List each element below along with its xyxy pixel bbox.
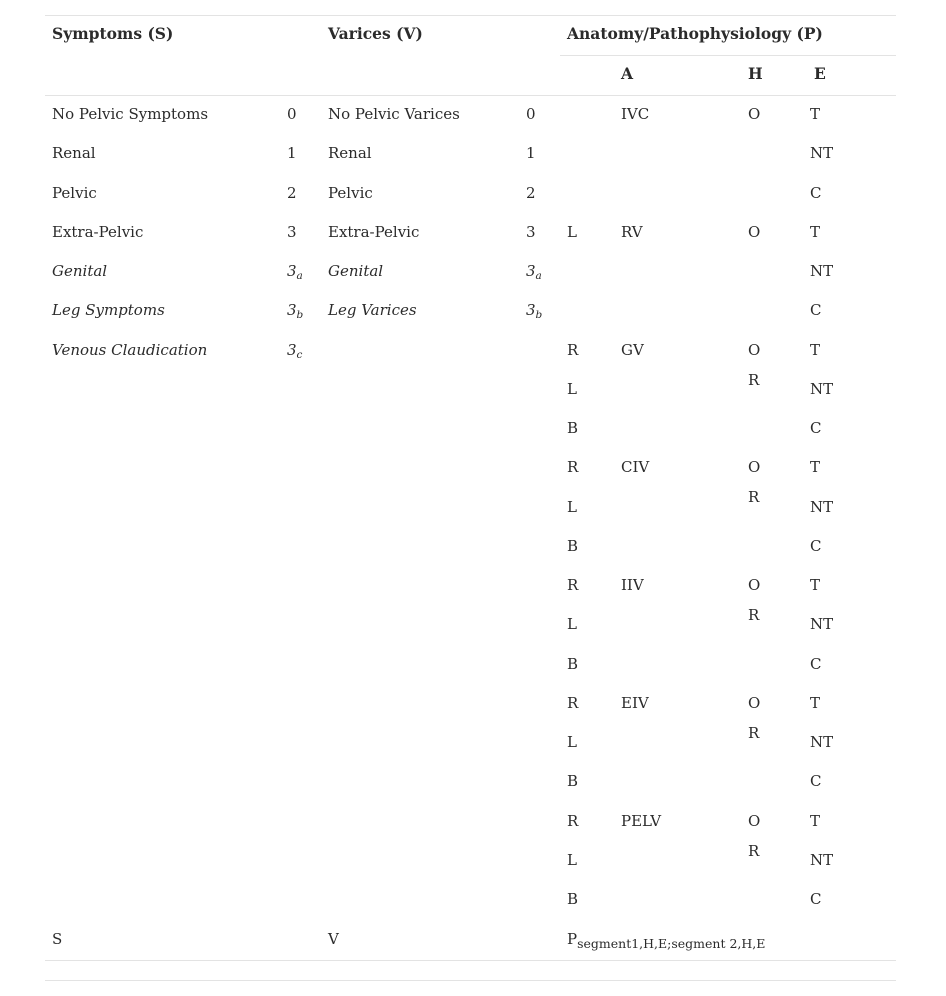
symptom-code-subscript: b	[296, 309, 304, 321]
anatomy-side	[567, 733, 577, 751]
anatomy-e-text: C	[810, 772, 822, 790]
varix-code	[526, 223, 536, 241]
symptom-code-text: 2	[287, 184, 297, 202]
anatomy-side	[567, 341, 578, 359]
anatomy-e	[810, 184, 821, 202]
varix-code-text: 2	[526, 184, 536, 202]
varix-code-text: 0	[526, 105, 536, 123]
symptom-code	[287, 144, 297, 162]
anatomy-side	[567, 615, 577, 633]
anatomy-side-text: R	[567, 341, 579, 359]
anatomy-segment	[621, 105, 649, 123]
anatomy-segment-text: RV	[621, 223, 643, 241]
symptom-label	[52, 144, 96, 162]
varix-code-subscript: a	[535, 270, 542, 282]
anatomy-side-text: R	[567, 812, 579, 830]
header-a: A	[621, 64, 634, 83]
anatomy-e	[810, 223, 820, 241]
varix-label-text: No Pelvic Varices	[328, 105, 460, 123]
varix-code	[526, 105, 536, 123]
anatomy-e-text: NT	[810, 851, 834, 869]
anatomy-e	[810, 144, 833, 162]
anatomy-segment-text: GV	[621, 341, 644, 359]
symptom-label-text: Genital	[52, 262, 108, 280]
anatomy-h	[748, 223, 760, 241]
anatomy-e-text: T	[810, 458, 821, 476]
anatomy-h	[748, 458, 760, 476]
symptom-code	[287, 223, 297, 241]
varix-label-text: Extra-Pelvic	[328, 223, 420, 241]
anatomy-e-text: NT	[810, 144, 834, 162]
anatomy-segment-text: EIV	[621, 694, 649, 712]
anatomy-segment-text: IIV	[621, 576, 644, 594]
anatomy-side-text: L	[567, 615, 577, 633]
symptom-label	[52, 301, 165, 319]
anatomy-e	[810, 301, 821, 319]
anatomy-e-text: T	[810, 223, 821, 241]
anatomy-e-text: C	[810, 537, 822, 555]
anatomy-segment	[621, 812, 661, 830]
anatomy-side	[567, 851, 577, 869]
varix-code	[526, 184, 536, 202]
anatomy-h	[748, 488, 759, 506]
anatomy-side	[567, 458, 578, 476]
varix-label-text: Leg Varices	[328, 301, 417, 319]
varix-label	[328, 262, 383, 280]
anatomy-side-text: R	[567, 576, 579, 594]
anatomy-h	[748, 694, 760, 712]
anatomy-h-text: O	[748, 576, 761, 594]
anatomy-h	[748, 576, 760, 594]
symptom-label-text: Venous Claudication	[52, 341, 208, 359]
anatomy-h-text: O	[748, 458, 761, 476]
anatomy-segment	[621, 341, 644, 359]
header-bottom-rule	[45, 95, 896, 96]
varix-code	[526, 301, 542, 319]
anatomy-e	[810, 576, 820, 594]
anatomy-segment-text: CIV	[621, 458, 650, 476]
anatomy-segment	[621, 458, 649, 476]
anatomy-side-text: B	[567, 890, 579, 908]
varix-label-text: Renal	[328, 144, 372, 162]
anatomy-side	[567, 223, 577, 241]
anatomy-side-text: B	[567, 655, 579, 673]
anatomy-h-text: O	[748, 694, 761, 712]
anatomy-e	[810, 655, 821, 673]
varix-label	[328, 184, 373, 202]
anatomy-e	[810, 262, 833, 280]
anatomy-side	[567, 537, 578, 555]
anatomy-e	[810, 380, 833, 398]
footer-p	[567, 930, 766, 951]
anatomy-h-text: R	[748, 488, 760, 506]
table-bottom-rule	[45, 980, 896, 981]
anatomy-segment	[621, 576, 644, 594]
symptom-code-text: 3	[287, 341, 297, 359]
symptom-label-text: No Pelvic Symptoms	[52, 105, 209, 123]
symptom-label-text: Renal	[52, 144, 96, 162]
anatomy-side	[567, 890, 578, 908]
varix-label	[328, 105, 460, 123]
anatomy-e-text: T	[810, 812, 821, 830]
anatomy-e-text: NT	[810, 733, 834, 751]
anatomy-segment	[621, 223, 643, 241]
anatomy-e-text: C	[810, 655, 822, 673]
symptom-code-subscript: a	[296, 270, 303, 282]
anatomy-segment-text: IVC	[621, 105, 650, 123]
anatomy-h-text: R	[748, 371, 760, 389]
symptom-code	[287, 184, 297, 202]
anatomy-h-text: O	[748, 223, 761, 241]
varix-label	[328, 301, 417, 319]
anatomy-side	[567, 380, 577, 398]
anatomy-e	[810, 890, 821, 908]
varix-code-text: 1	[526, 144, 536, 162]
anatomy-e	[810, 694, 820, 712]
footer-rule	[45, 960, 896, 961]
symptom-code-text: 0	[287, 105, 297, 123]
symptom-code-text: 3	[287, 301, 297, 319]
anatomy-e	[810, 341, 820, 359]
symptom-code	[287, 105, 297, 123]
anatomy-e-text: C	[810, 301, 822, 319]
anatomy-e-text: NT	[810, 380, 834, 398]
anatomy-e	[810, 498, 833, 516]
varix-code	[526, 144, 536, 162]
anatomy-e-text: C	[810, 890, 822, 908]
anatomy-side-text: L	[567, 851, 577, 869]
anatomy-e-text: C	[810, 419, 822, 437]
anatomy-side	[567, 694, 578, 712]
varix-label-text: Pelvic	[328, 184, 373, 202]
anatomy-e	[810, 772, 821, 790]
anatomy-side	[567, 772, 578, 790]
anatomy-h	[748, 105, 760, 123]
symptom-label	[52, 184, 97, 202]
anatomy-h-text: O	[748, 105, 761, 123]
anatomy-side	[567, 419, 578, 437]
symptom-code	[287, 301, 303, 319]
header-h: H	[748, 64, 763, 83]
anatomy-side	[567, 655, 578, 673]
symptom-label	[52, 262, 107, 280]
anatomy-h	[748, 842, 759, 860]
header-anatomy: Anatomy/Pathophysiology (P)	[567, 24, 823, 43]
anatomy-h	[748, 724, 759, 742]
varix-code-text: 3	[526, 223, 536, 241]
symptom-code-text: 1	[287, 144, 297, 162]
varix-label-text: Genital	[328, 262, 384, 280]
anatomy-e-text: T	[810, 105, 821, 123]
symptom-label-text: Extra-Pelvic	[52, 223, 144, 241]
footer-v: V	[328, 930, 339, 948]
anatomy-e	[810, 419, 821, 437]
anatomy-e	[810, 615, 833, 633]
header-symptoms: Symptoms (S)	[52, 24, 174, 43]
varix-code	[526, 262, 542, 280]
anatomy-h-text: R	[748, 842, 760, 860]
anatomy-side	[567, 576, 578, 594]
varix-label	[328, 144, 372, 162]
anatomy-h-text: R	[748, 724, 760, 742]
symptom-code-subscript: c	[296, 349, 303, 361]
subheader-rule	[560, 55, 896, 56]
symptom-code-text: 3	[287, 262, 297, 280]
anatomy-side-text: B	[567, 419, 579, 437]
varix-code-subscript: b	[535, 309, 543, 321]
symptom-label-text: Pelvic	[52, 184, 97, 202]
anatomy-side-text: R	[567, 458, 579, 476]
anatomy-e-text: T	[810, 694, 821, 712]
table-top-rule	[45, 15, 896, 16]
anatomy-h-text: O	[748, 341, 761, 359]
anatomy-side-text: L	[567, 380, 577, 398]
anatomy-side-text: L	[567, 223, 577, 241]
footer-p-letter: P	[567, 930, 578, 948]
anatomy-side-text: B	[567, 772, 579, 790]
anatomy-e	[810, 458, 820, 476]
anatomy-e	[810, 733, 833, 751]
anatomy-e	[810, 851, 833, 869]
anatomy-side	[567, 498, 577, 516]
anatomy-h-text: R	[748, 606, 760, 624]
varix-code-text: 3	[526, 262, 536, 280]
symptom-code-text: 3	[287, 223, 297, 241]
anatomy-e-text: NT	[810, 498, 834, 516]
anatomy-h	[748, 371, 759, 389]
anatomy-e-text: C	[810, 184, 822, 202]
anatomy-side-text: B	[567, 537, 579, 555]
anatomy-h	[748, 341, 760, 359]
anatomy-e-text: NT	[810, 615, 834, 633]
varix-label	[328, 223, 419, 241]
footer-p-subscript: segment1,H,E;segment 2,H,E	[577, 936, 766, 951]
symptom-code	[287, 341, 302, 359]
anatomy-e-text: NT	[810, 262, 834, 280]
symptom-code	[287, 262, 303, 280]
anatomy-h	[748, 812, 760, 830]
anatomy-side-text: L	[567, 498, 577, 516]
anatomy-h-text: O	[748, 812, 761, 830]
anatomy-side	[567, 812, 578, 830]
anatomy-h	[748, 606, 759, 624]
header-varices: Varices (V)	[328, 24, 423, 43]
symptom-label	[52, 105, 208, 123]
anatomy-side-text: R	[567, 694, 579, 712]
anatomy-e-text: T	[810, 341, 821, 359]
anatomy-side-text: L	[567, 733, 577, 751]
anatomy-e	[810, 812, 820, 830]
header-e: E	[814, 64, 826, 83]
symptom-label-text: Leg Symptoms	[52, 301, 165, 319]
symptom-label	[52, 223, 143, 241]
symptom-label	[52, 341, 207, 359]
varix-code-text: 3	[526, 301, 536, 319]
anatomy-segment-text: PELV	[621, 812, 662, 830]
anatomy-e	[810, 537, 821, 555]
anatomy-e	[810, 105, 820, 123]
anatomy-e-text: T	[810, 576, 821, 594]
footer-s: S	[52, 930, 63, 948]
anatomy-segment	[621, 694, 649, 712]
